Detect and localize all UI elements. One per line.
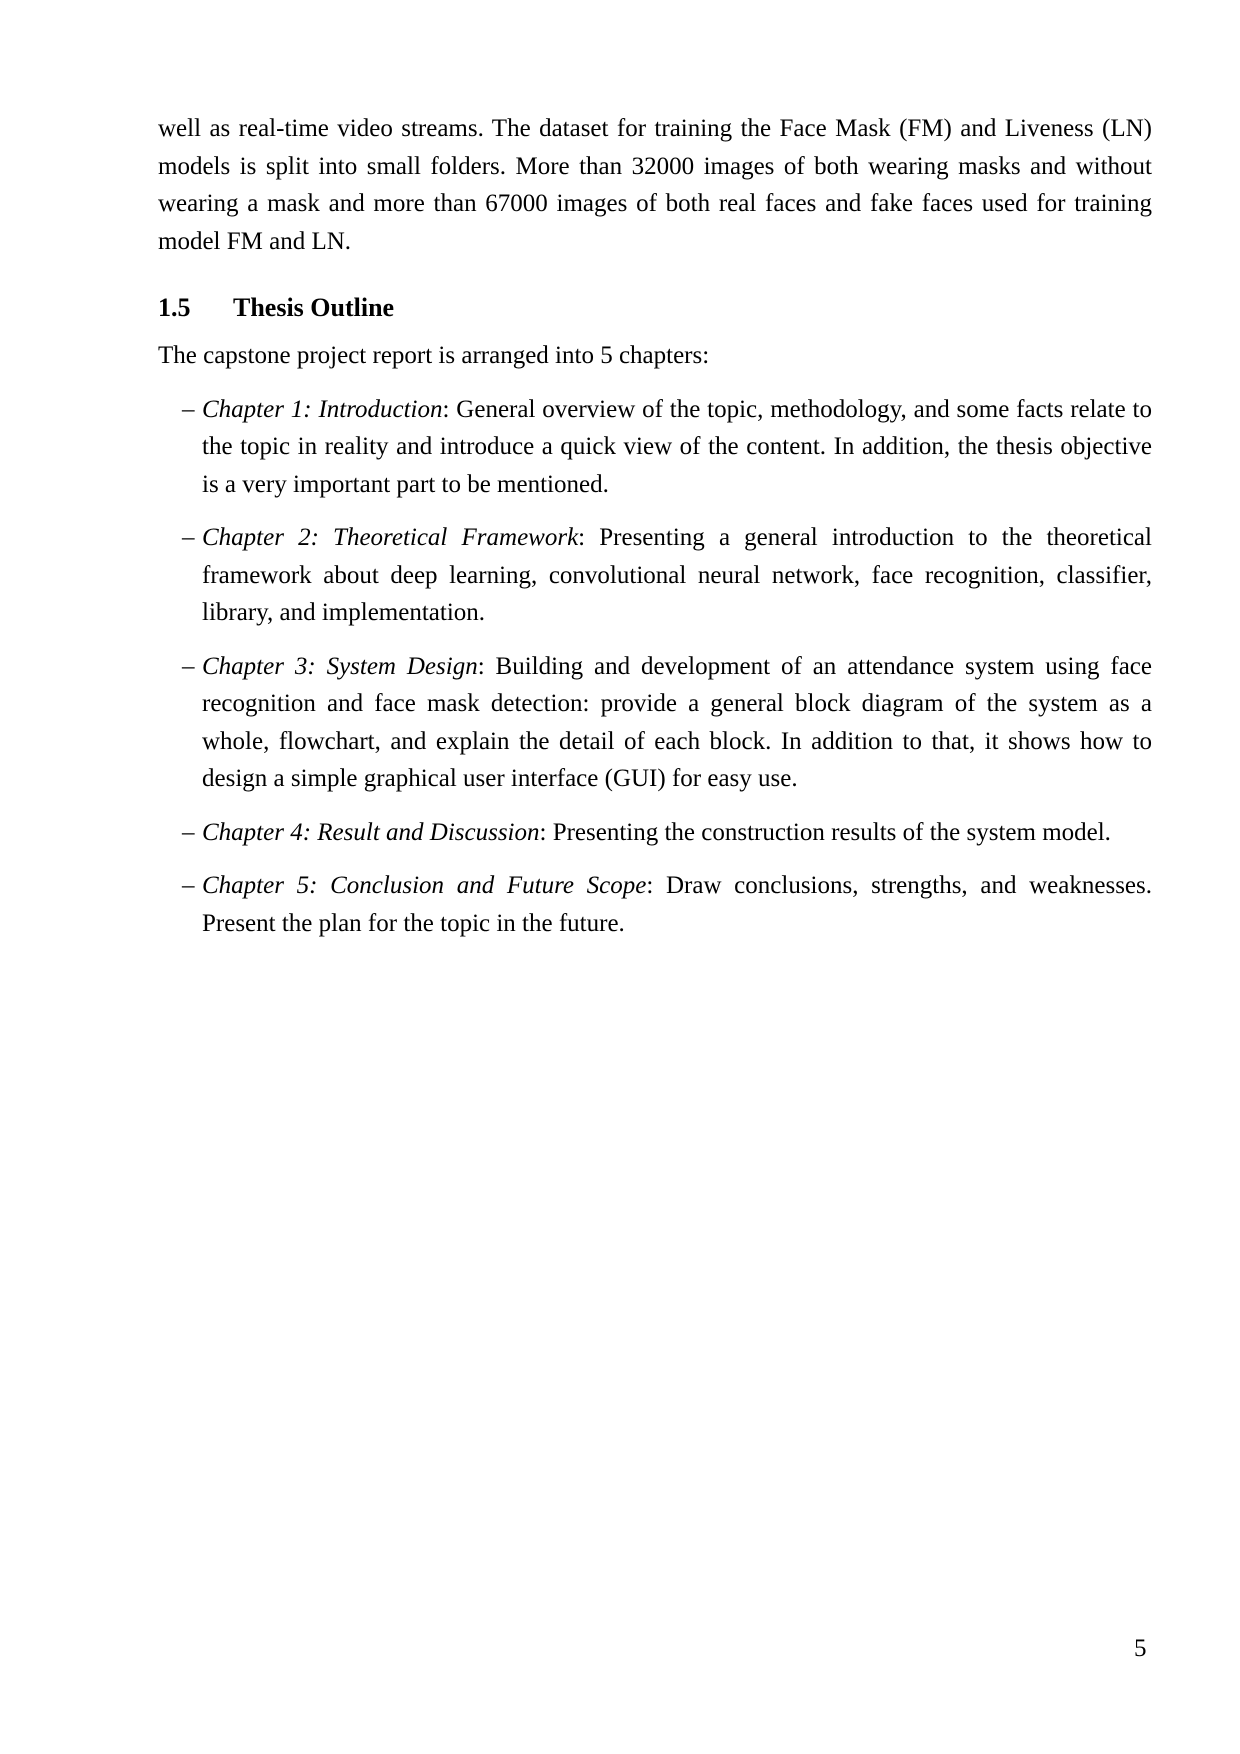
chapter-title: Chapter 5: Conclusion and Future Scope <box>202 872 647 899</box>
chapter-title: Chapter 4: Result and Discussion <box>202 818 540 846</box>
dash-bullet: – <box>182 818 195 846</box>
chapter-title: Chapter 1: Introduction <box>202 395 443 423</box>
chapter-title: Chapter 2: Theoretical Framework <box>202 524 579 551</box>
chapter-entry <box>202 814 1152 852</box>
chapter-list-item <box>158 648 1152 798</box>
chapter-description: : Draw conclusions, strengths, and weaknesses. Present the plan for the topic in the future. <box>202 872 1152 937</box>
chapter-description: : Presenting a general introduction to the theoretical framework about deep learning, convolutional neural network, face recognition, classifier, library, and implementation. <box>202 524 1152 626</box>
dash-bullet: – <box>182 872 195 899</box>
dash-bullet: – <box>182 652 195 680</box>
chapter-list-item <box>158 519 1152 632</box>
chapter-list-item <box>158 814 1152 852</box>
dash-bullet: – <box>182 395 195 423</box>
dash-bullet: – <box>182 524 195 551</box>
chapter-description: : Building and development of an attendance system using face recognition and face mask detection: provide a general block diagram of the system as a whole, flowchart, and explain the detail of each block. In addition to that, it shows how to design a simple graphical user interface (GUI) for easy use. <box>202 652 1152 792</box>
chapter-entry <box>202 648 1152 798</box>
chapter-entry <box>202 519 1152 632</box>
chapter-list <box>158 391 1152 943</box>
page-number: 5 <box>1134 1635 1147 1662</box>
chapter-description: : Presenting the construction results of the system model. <box>539 818 1111 846</box>
page-content <box>158 110 1152 942</box>
section-number: 1.5 <box>158 293 191 322</box>
chapter-entry <box>202 867 1152 942</box>
body-paragraph: well as real-time video streams. The dataset for training the Face Mask (FM) and Liveness (LN) models is split into small folders. More than 32000 images of both wearing masks and without wearing a mask and more than 67000 images of both real faces and fake faces used for training model FM and LN. <box>158 115 1152 255</box>
chapter-list-item <box>158 867 1152 942</box>
chapter-description: : General overview of the topic, methodology, and some facts relate to the topic in reality and introduce a quick view of the content. In addition, the thesis objective is a very important part to be mentioned. <box>202 395 1152 498</box>
chapter-list-intro: The capstone project report is arranged into 5 chapters: <box>158 342 710 369</box>
chapter-list-item <box>158 391 1152 504</box>
chapter-title: Chapter 3: System Design <box>202 652 478 680</box>
chapter-entry <box>202 391 1152 504</box>
section-title: Thesis Outline <box>233 293 395 322</box>
section-heading <box>158 288 1152 327</box>
